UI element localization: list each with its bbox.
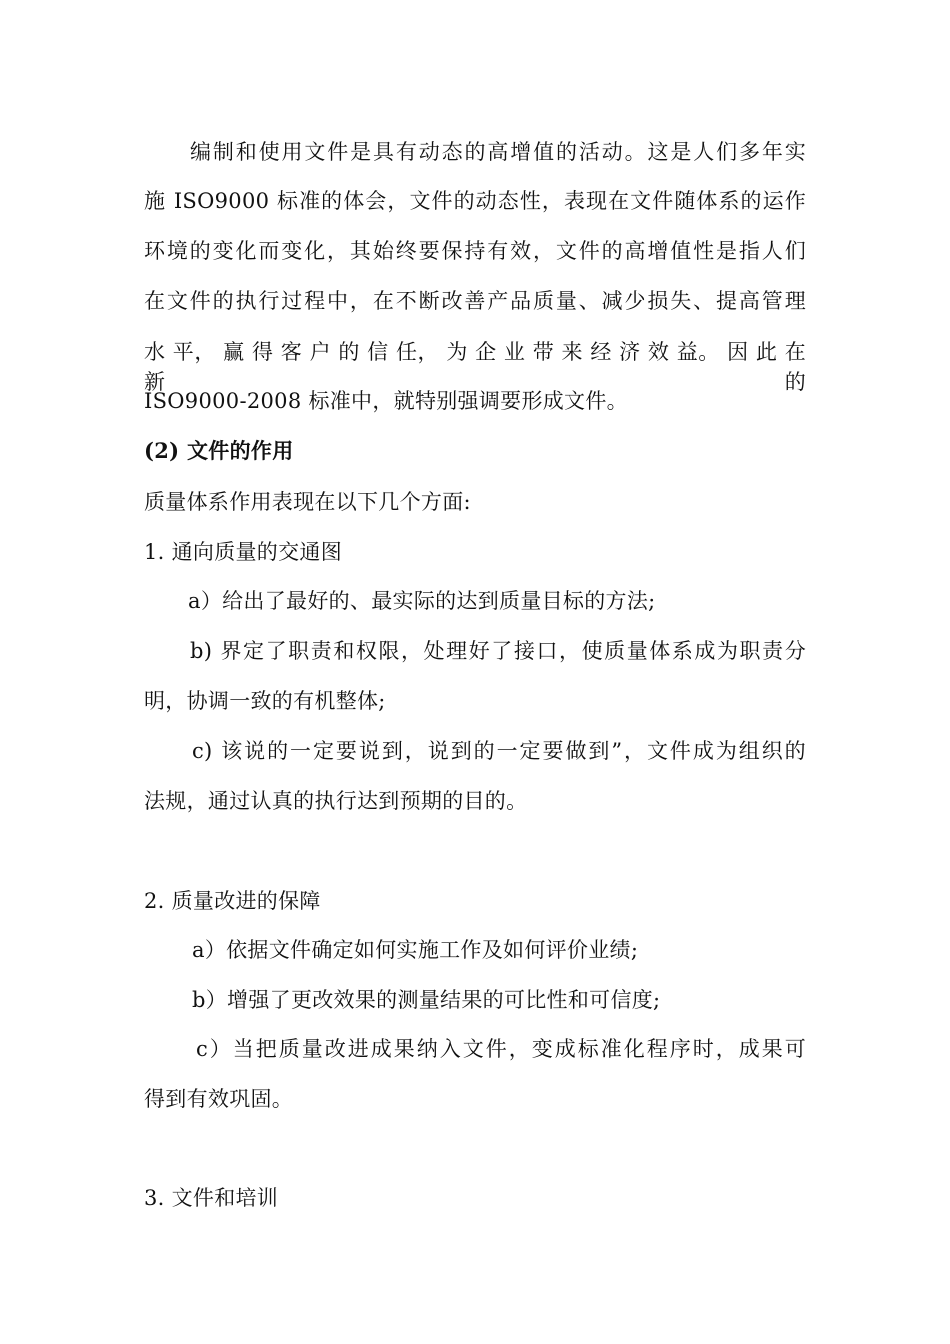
paragraph-line: 编制和使用文件是具有动态的高增值的活动。这是人们多年实	[190, 140, 806, 164]
list-subitem: a）依据文件确定如何实施工作及如何评价业绩;	[192, 938, 639, 962]
list-subitem-continuation: 得到有效巩固。	[144, 1087, 294, 1111]
list-subitem-continuation: 明，协调一致的有机整体;	[144, 689, 386, 713]
list-item-title: 2. 质量改进的保障	[144, 889, 321, 913]
list-subitem: b) 界定了职责和权限，处理好了接口，使质量体系成为职责分	[190, 639, 806, 663]
section-intro: 质量体系作用表现在以下几个方面:	[144, 490, 471, 514]
list-subitem: c) 该说的一定要说到，说到的一定要做到”，文件成为组织的	[192, 739, 806, 763]
list-subitem: c）当把质量改进成果纳入文件，变成标准化程序时，成果可	[196, 1037, 806, 1061]
paragraph-line: 水 平， 赢 得 客 户 的 信 任， 为 企 业 带 来 经 济 效 益。 因 此 在 新 的	[144, 340, 806, 394]
paragraph-line: ISO9000-2008 标准中，就特别强调要形成文件。	[144, 389, 628, 413]
list-item-title: 3. 文件和培训	[144, 1186, 279, 1210]
list-item-title: 1. 通向质量的交通图	[144, 540, 343, 564]
section-heading: (2) 文件的作用	[144, 438, 294, 463]
paragraph-line: 在文件的执行过程中，在不断改善产品质量、减少损失、提高管理	[144, 289, 806, 313]
paragraph-line: 环境的变化而变化，其始终要保持有效，文件的高增值性是指人们	[144, 239, 806, 263]
list-subitem: a）给出了最好的、最实际的达到质量目标的方法;	[188, 589, 656, 613]
paragraph-line: 施 ISO9000 标准的体会，文件的动态性，表现在文件随体系的运作	[144, 189, 806, 213]
list-subitem: b）增强了更改效果的测量结果的可比性和可信度;	[192, 988, 661, 1012]
list-subitem-continuation: 法规，通过认真的执行达到预期的目的。	[144, 789, 528, 813]
